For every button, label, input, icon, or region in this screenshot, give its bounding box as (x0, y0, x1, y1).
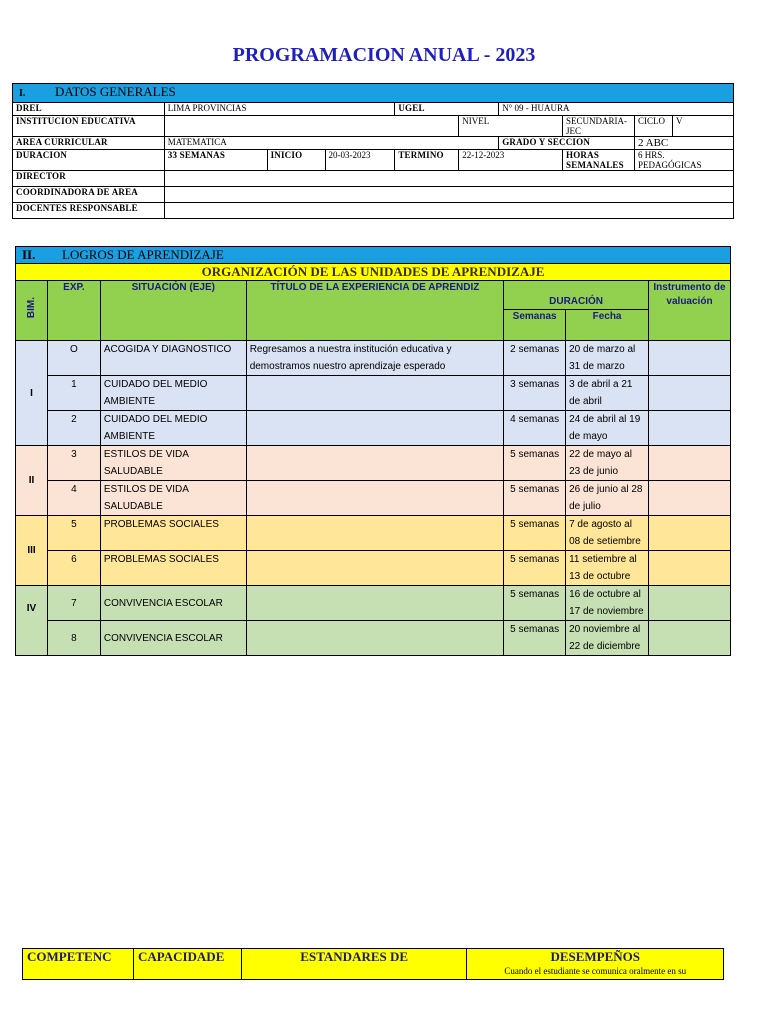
fecha-cell: 24 de abril al 19 de mayo (566, 411, 649, 446)
semanas-cell: 5 semanas (504, 481, 566, 516)
col-titulo-header: TÍTULO DE LA EXPERIENCIA DE APRENDIZ (246, 281, 503, 341)
director-value (164, 171, 733, 187)
titulo-cell (246, 551, 503, 586)
titulo-cell: Regresamos a nuestra institución educativa y demostramos nuestro aprendizaje esperado (246, 341, 503, 376)
fecha-cell: 7 de agosto al 08 de setiembre (566, 516, 649, 551)
exp-cell: 5 (47, 516, 100, 551)
area-value: MATEMATICA (164, 137, 498, 150)
instrumento-cell (649, 621, 731, 656)
table-row (16, 341, 731, 376)
exp-cell: 3 (47, 446, 100, 481)
grado-value: 2 ABC (635, 137, 734, 150)
nivel-value: SECUNDARIA-JEC (563, 116, 635, 137)
duracion-label: DURACION (13, 150, 165, 171)
exp-cell: 8 (47, 621, 100, 656)
inicio-label: INICIO (267, 150, 325, 171)
col-bim-header: BIM. (16, 281, 48, 341)
situacion-cell: CUIDADO DEL MEDIO AMBIENTE (100, 411, 246, 446)
instrumento-cell (649, 481, 731, 516)
instrumento-cell (649, 341, 731, 376)
ugel-value: N° 09 - HUAURA (499, 103, 734, 116)
grado-label: GRADO Y SECCION (499, 137, 635, 150)
situacion-cell: CUIDADO DEL MEDIO AMBIENTE (100, 376, 246, 411)
table-row (16, 516, 731, 551)
horas-label: HORAS SEMANALES (563, 150, 635, 171)
estandares-header: ESTANDARES DE (241, 949, 467, 980)
ciclo-label: CICLO (635, 116, 673, 137)
bim-cell: III (16, 516, 48, 586)
fecha-cell: 3 de abril a 21 de abril (566, 376, 649, 411)
desempenos-title: DESEMPEÑOS (550, 949, 641, 964)
semanas-cell: 2 semanas (504, 341, 566, 376)
instrumento-cell (649, 516, 731, 551)
unidades-table (15, 246, 731, 656)
titulo-cell (246, 411, 503, 446)
titulo-cell (246, 621, 503, 656)
coordinadora-value (164, 187, 733, 203)
horas-value: 6 HRS. PEDAGÓGICAS (635, 150, 734, 171)
desempenos-header (467, 949, 724, 980)
col-instrumento-header: Instrumento de valuación (649, 281, 731, 341)
situacion-cell: ESTILOS DE VIDA SALUDABLE (100, 481, 246, 516)
area-label: AREA CURRICULAR (13, 137, 165, 150)
ciclo-value: V (672, 116, 733, 137)
table-row (16, 411, 731, 446)
competenc-header: COMPETENC (23, 949, 134, 980)
exp-cell: 6 (47, 551, 100, 586)
fecha-cell: 16 de octubre al 17 de noviembre (566, 586, 649, 621)
exp-cell: 1 (47, 376, 100, 411)
titulo-cell (246, 446, 503, 481)
bim-cell: II (16, 446, 48, 516)
exp-cell: 4 (47, 481, 100, 516)
section-1-heading: I. DATOS GENERALES (13, 84, 734, 103)
termino-label: TERMINO (395, 150, 459, 171)
col-situacion-header: SITUACIÓN (EJE) (100, 281, 246, 341)
fecha-cell: 11 setiembre al 13 de octubre (566, 551, 649, 586)
fecha-cell: 20 noviembre al 22 de diciembre (566, 621, 649, 656)
exp-cell: O (47, 341, 100, 376)
institucion-label: INSTITUCION EDUCATIVA (13, 116, 165, 137)
inicio-value: 20-03-2023 (325, 150, 395, 171)
col-semanas-header: Semanas (504, 310, 566, 341)
exp-cell: 7 (47, 586, 100, 621)
titulo-cell (246, 376, 503, 411)
semanas-cell: 5 semanas (504, 621, 566, 656)
bim-cell: IV (16, 586, 48, 656)
situacion-cell: CONVIVENCIA ESCOLAR (100, 586, 246, 621)
situacion-cell: ESTILOS DE VIDA SALUDABLE (100, 446, 246, 481)
col-duracion-header: DURACIÓN (504, 281, 649, 310)
fecha-cell: 22 de mayo al 23 de junio (566, 446, 649, 481)
table-row (16, 481, 731, 516)
termino-value: 22-12-2023 (459, 150, 563, 171)
instrumento-cell (649, 411, 731, 446)
titulo-cell (246, 516, 503, 551)
col-exp-header: EXP. (47, 281, 100, 341)
director-label: DIRECTOR (13, 171, 165, 187)
semanas-cell: 3 semanas (504, 376, 566, 411)
nivel-label: NIVEL (459, 116, 563, 137)
semanas-cell: 5 semanas (504, 586, 566, 621)
instrumento-cell (649, 446, 731, 481)
table-row (16, 376, 731, 411)
situacion-cell: ACOGIDA Y DIAGNOSTICO (100, 341, 246, 376)
exp-cell: 2 (47, 411, 100, 446)
col-fecha-header: Fecha (566, 310, 649, 341)
duracion-value: 33 SEMANAS (164, 150, 267, 171)
docentes-label: DOCENTES RESPONSABLE (13, 203, 165, 219)
table-row (16, 446, 731, 481)
situacion-cell: PROBLEMAS SOCIALES (100, 551, 246, 586)
situacion-cell: PROBLEMAS SOCIALES (100, 516, 246, 551)
titulo-cell (246, 481, 503, 516)
instrumento-cell (649, 586, 731, 621)
titulo-cell (246, 586, 503, 621)
fecha-cell: 26 de junio al 28 de julio (566, 481, 649, 516)
ugel-label: UGEL (395, 103, 499, 116)
semanas-cell: 5 semanas (504, 446, 566, 481)
desempenos-text: Cuando el estudiante se comunica oralmente en su (504, 966, 687, 976)
fecha-cell: 20 de marzo al 31 de marzo (566, 341, 649, 376)
datos-generales-table (12, 83, 734, 219)
instrumento-cell (649, 376, 731, 411)
drel-label: DREL (13, 103, 165, 116)
situacion-cell: CONVIVENCIA ESCOLAR (100, 621, 246, 656)
semanas-cell: 4 semanas (504, 411, 566, 446)
docentes-value (164, 203, 733, 219)
semanas-cell: 5 semanas (504, 551, 566, 586)
table-row (16, 586, 731, 621)
institucion-value (164, 116, 459, 137)
drel-value: LIMA PROVINCIAS (164, 103, 395, 116)
instrumento-cell (649, 551, 731, 586)
org-heading: ORGANIZACIÓN DE LAS UNIDADES DE APRENDIZAJE (16, 264, 731, 281)
table-row (16, 621, 731, 656)
competencias-table (22, 948, 724, 980)
section-2-heading: II. LOGROS DE APRENDIZAJE (16, 247, 731, 264)
page-title: PROGRAMACION ANUAL - 2023 (232, 44, 536, 66)
capacidade-header: CAPACIDADE (133, 949, 241, 980)
bim-cell: I (16, 341, 48, 446)
coordinadora-label: COORDINADORA DE AREA (13, 187, 165, 203)
table-row (16, 551, 731, 586)
semanas-cell: 5 semanas (504, 516, 566, 551)
